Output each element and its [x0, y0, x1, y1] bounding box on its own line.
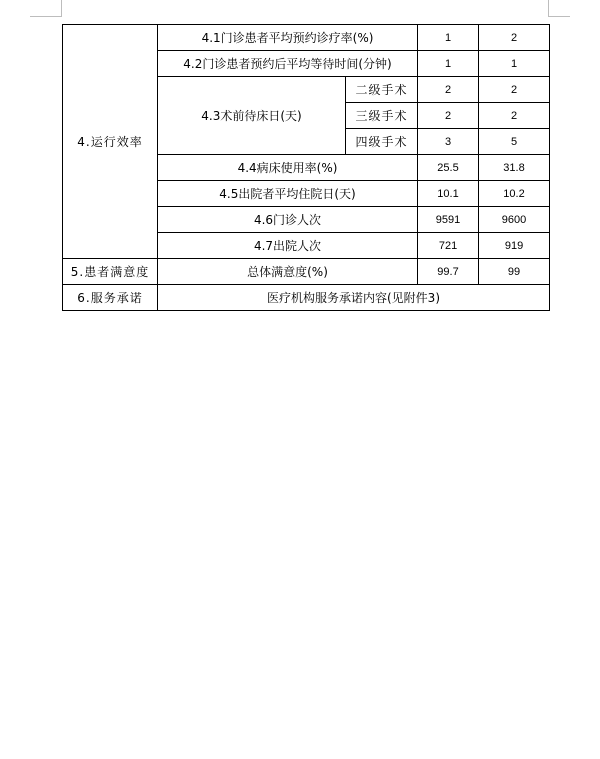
indicator-label: 4.1门诊患者平均预约诊疗率(%) — [158, 25, 418, 51]
indicator-table — [62, 24, 550, 311]
corner-mark-right-horizontal — [548, 16, 570, 17]
value-cell: 2 — [479, 25, 550, 51]
sub-indicator-label: 二级手术 — [346, 77, 418, 103]
value-cell: 3 — [418, 129, 479, 155]
value-cell: 2 — [418, 103, 479, 129]
corner-mark-right-vertical — [548, 0, 549, 16]
table-row — [63, 259, 550, 285]
category-label-operational-efficiency: 4.运行效率 — [63, 25, 158, 259]
value-cell: 99 — [479, 259, 550, 285]
value-cell: 10.2 — [479, 181, 550, 207]
category-label-patient-satisfaction: 5.患者满意度 — [63, 259, 158, 285]
indicator-label: 4.2门诊患者预约后平均等待时间(分钟) — [158, 51, 418, 77]
indicator-label: 4.6门诊人次 — [158, 207, 418, 233]
value-cell: 99.7 — [418, 259, 479, 285]
indicator-label: 4.3术前待床日(天) — [158, 77, 346, 155]
value-cell: 1 — [418, 51, 479, 77]
sub-indicator-label: 三级手术 — [346, 103, 418, 129]
indicator-label: 4.4病床使用率(%) — [158, 155, 418, 181]
value-cell: 1 — [479, 51, 550, 77]
value-cell: 10.1 — [418, 181, 479, 207]
sub-indicator-label: 四级手术 — [346, 129, 418, 155]
value-cell: 2 — [479, 77, 550, 103]
indicator-label: 4.5出院者平均住院日(天) — [158, 181, 418, 207]
category-label-service-commitment: 6.服务承诺 — [63, 285, 158, 311]
value-cell: 5 — [479, 129, 550, 155]
corner-mark-left-vertical — [61, 0, 62, 16]
value-cell: 9591 — [418, 207, 479, 233]
value-cell: 919 — [479, 233, 550, 259]
indicator-label: 总体满意度(%) — [158, 259, 418, 285]
table-row — [63, 285, 550, 311]
corner-mark-left-horizontal — [30, 16, 62, 17]
table-row — [63, 25, 550, 51]
value-cell: 2 — [479, 103, 550, 129]
value-cell: 2 — [418, 77, 479, 103]
value-cell: 9600 — [479, 207, 550, 233]
commitment-content: 医疗机构服务承诺内容(见附件3) — [158, 285, 550, 311]
value-cell: 25.5 — [418, 155, 479, 181]
value-cell: 721 — [418, 233, 479, 259]
value-cell: 1 — [418, 25, 479, 51]
indicator-label: 4.7出院人次 — [158, 233, 418, 259]
value-cell: 31.8 — [479, 155, 550, 181]
